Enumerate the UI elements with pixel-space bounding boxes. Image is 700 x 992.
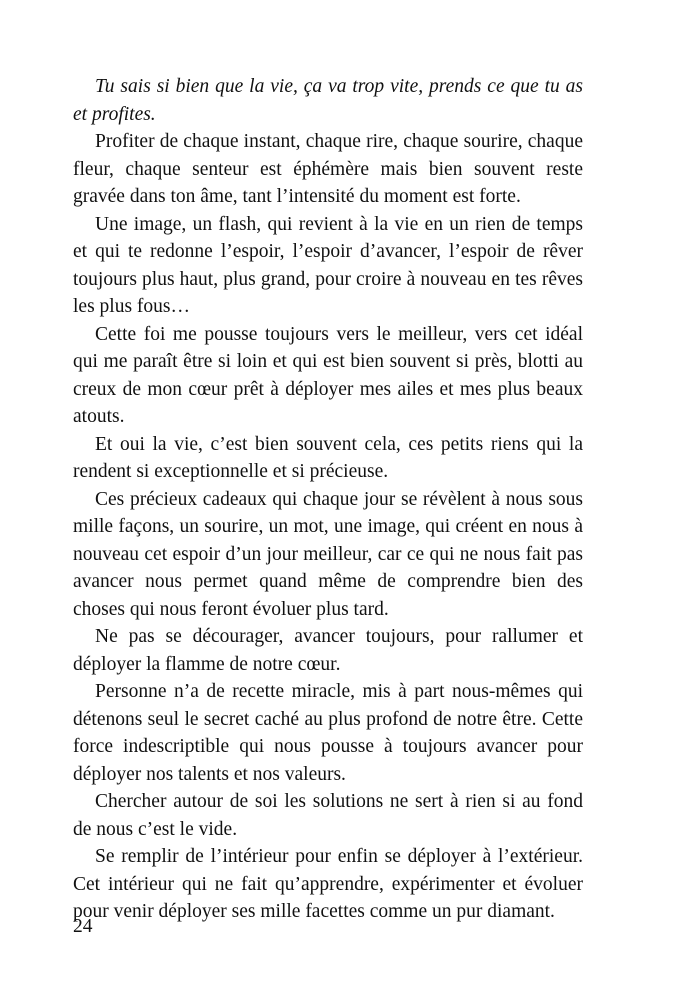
page-number: 24 <box>73 916 93 937</box>
paragraph-italic-intro: Tu sais si bien que la vie, ça va trop vite, prends ce que tu as et profites. <box>73 76 583 125</box>
paragraph: Cette foi me pousse toujours vers le meilleur, vers cet idéal qui me paraît être si loin et qui est bien souvent si près, blotti au creux de mon cœur prêt à déployer mes ailes et mes plus beaux atouts. <box>73 323 583 427</box>
paragraph: Chercher autour de soi les solutions ne sert à rien si au fond de nous c’est le vide. <box>73 791 583 840</box>
body-text <box>73 73 583 926</box>
paragraph: Profiter de chaque instant, chaque rire, chaque sourire, chaque fleur, chaque senteur est éphémère mais bien souvent reste gravée dans ton âme, tant l’intensité du moment est forte. <box>73 131 583 207</box>
paragraph: Personne n’a de recette miracle, mis à part nous-mêmes qui détenons seul le secret caché au plus profond de notre être. Cette force indescriptible qui nous pousse à toujours avancer pour déployer nos talents et nos valeurs. <box>73 681 583 785</box>
paragraph: Ces précieux cadeaux qui chaque jour se révèlent à nous sous mille façons, un sourire, un mot, une image, qui créent en nous à nouveau cet espoir d’un jour meilleur, car ce qui ne nous fait pas avancer nous permet quand même de comprendre bien des choses qui nous feront évoluer plus tard. <box>73 488 583 620</box>
paragraph: Une image, un flash, qui revient à la vie en un rien de temps et qui te redonne l’espoir, l’espoir d’avancer, l’espoir de rêver toujours plus haut, plus grand, pour croire à nouveau en tes rêves les plus fous… <box>73 213 583 317</box>
paragraph: Ne pas se décourager, avancer toujours, pour rallumer et déployer la flamme de notre cœur. <box>73 626 583 675</box>
paragraph: Et oui la vie, c’est bien souvent cela, ces petits riens qui la rendent si exceptionnelle et si précieuse. <box>73 433 583 482</box>
paragraph: Se remplir de l’intérieur pour enfin se déployer à l’extérieur. Cet intérieur qui ne fait qu’apprendre, expérimenter et évoluer pour venir déployer ses mille facettes comme un pur diamant. <box>73 846 583 922</box>
